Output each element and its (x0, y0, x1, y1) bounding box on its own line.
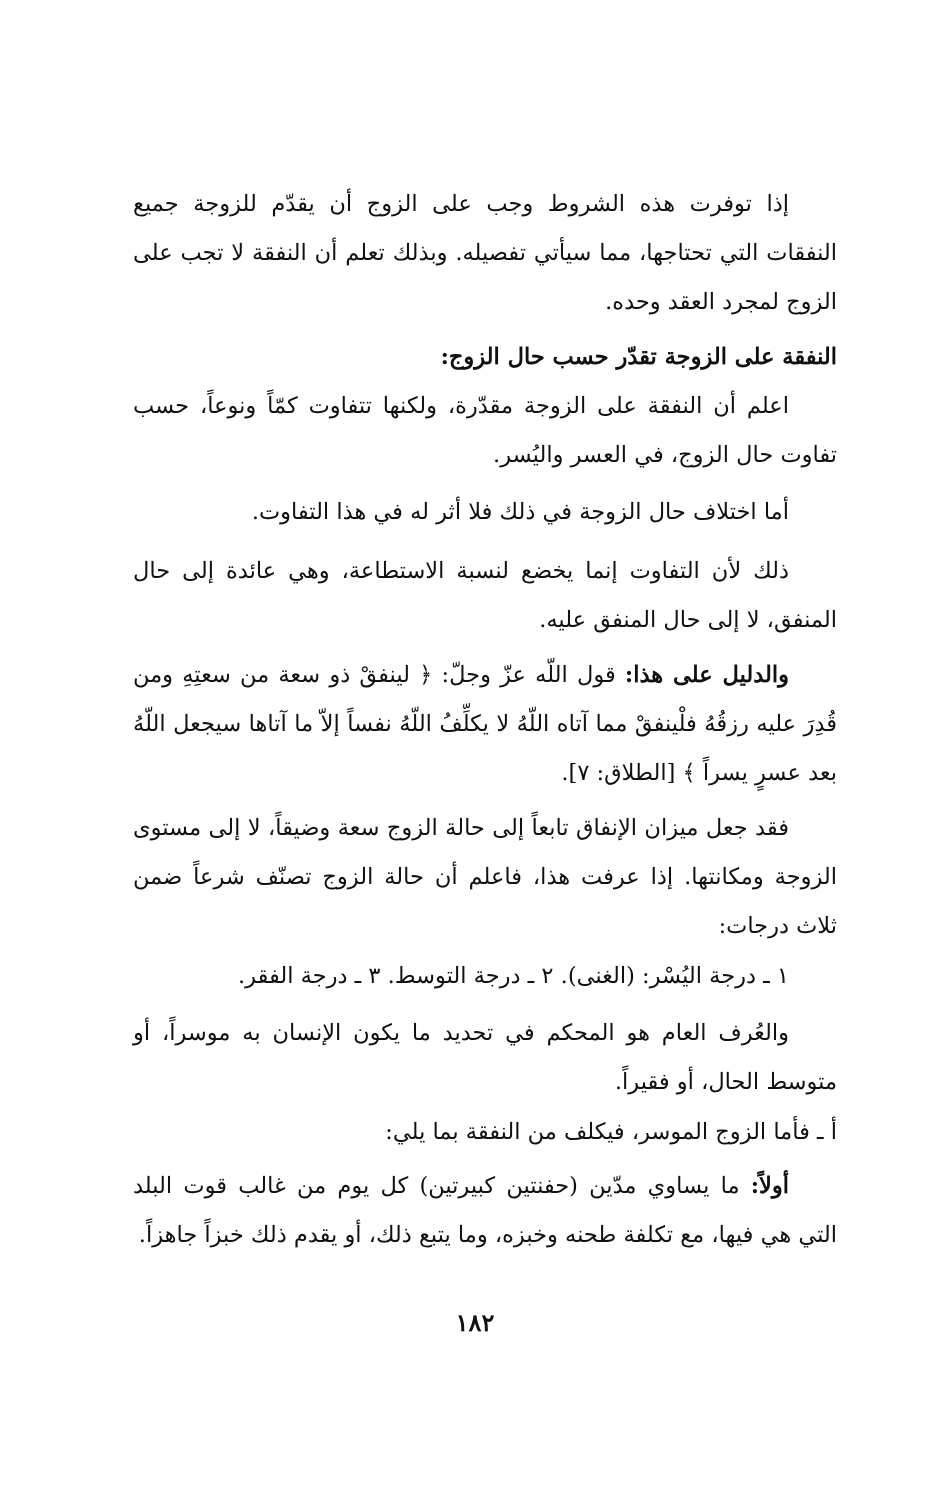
paragraph-wealthy-husband: أ ـ فأما الزوج الموسر، فيكلف من النفقة بما يلي: (385, 1119, 837, 1145)
paragraph-evidence (133, 651, 837, 798)
first-text: ما يساوي مدّين (حفنتين كبيرتين) كل يوم من غالب قوت البلد التي هي فيها، مع تكلفة طحنه وخبزه، وما يتبع ذلك، أو يقدم ذلك خبزاً جاهزاً. (133, 1173, 837, 1248)
paragraph-reason: ذلك لأن التفاوت إنما يخضع لنسبة الاستطاعة، وهي عائدة إلى حال المنفق، لا إلى حال المنفق عليه. (133, 558, 837, 633)
paragraph-first (133, 1162, 837, 1260)
first-label: أولاً: (750, 1173, 789, 1199)
section-heading: النفقة على الزوجة تقدّر حسب حال الزوج: (440, 344, 837, 370)
paragraph-conditions: إذا توفرت هذه الشروط وجب على الزوج أن يقدّم للزوجة جميع النفقات التي تحتاجها، مما سيأتي تفصيله. وبذلك تعلم أن النفقة لا تجب على الزوج لمجرد العقد وحده. (133, 191, 837, 315)
paragraph-amount: اعلم أن النفقة على الزوجة مقدّرة، ولكنها تتفاوت كمّاً ونوعاً، حسب تفاوت حال الزوج، في العسر واليُسر. (133, 393, 837, 468)
paragraph-degrees: فقد جعل ميزان الإنفاق تابعاً إلى حالة الزوج سعة وضيقاً، لا إلى مستوى الزوجة ومكانتها. إذا عرفت هذا، فاعلم أن حالة الزوج تصنّف شرعاً ضمن ثلاث درجات: (133, 815, 837, 939)
page-number: ١٨٢ (455, 1308, 495, 1337)
degrees-list: ١ ـ درجة اليُسْر: (الغنى). ٢ ـ درجة التوسط. ٣ ـ درجة الفقر. (238, 963, 789, 989)
paragraph-wife-status: أما اختلاف حال الزوجة في ذلك فلا أثر له في هذا التفاوت. (251, 499, 789, 525)
evidence-text: قول اللّه عزّ وجلّ: ﴿ لينفقْ ذو سعة من سعتِهِ ومن قُدِرَ عليه رزقُهُ فلْينفقْ مما آتاه اللّهُ لا يكلِّفُ اللّهُ نفساً إلاّ ما آتاها سيجعل اللّهُ بعد عسرٍ يسراً ﴾ [الطلاق: ٧]. (133, 662, 837, 786)
evidence-label: والدليل على هذا: (624, 662, 789, 688)
paragraph-custom: والعُرف العام هو المحكم في تحديد ما يكون الإنسان به موسراً، أو متوسط الحال، أو فقيراً. (133, 1020, 837, 1095)
